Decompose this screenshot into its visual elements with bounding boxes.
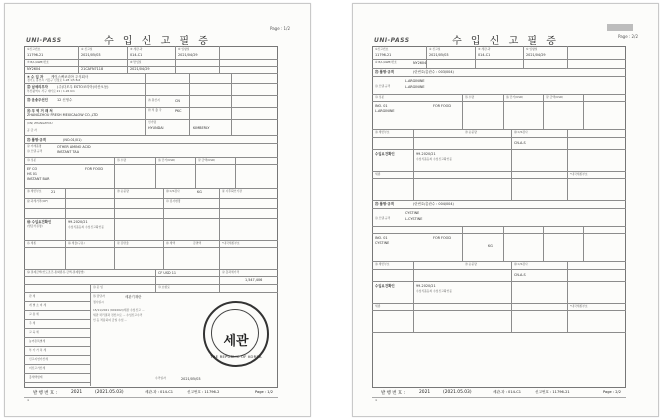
- item3-internal-tax: *내국세종부호: [570, 172, 588, 176]
- page-indicator: Page : 1/2: [269, 26, 290, 31]
- net-weight-label: ㊴ 순중량: [117, 189, 129, 193]
- footer-page: Page : 2/2: [603, 390, 621, 394]
- item3-tax-label: 세종: [375, 172, 381, 176]
- arrival-date: 2021/04/29: [526, 53, 546, 57]
- hs-no: 21: [51, 190, 56, 194]
- trade-name-label: ㉜ 거래품명: [27, 144, 42, 148]
- remarks-line-3: 인 등 적용하여 금일 수입 ...: [93, 318, 128, 322]
- issue-number: 2021: [419, 390, 431, 395]
- tax-summary-row-label: 부 가 가 치 세: [29, 348, 47, 352]
- customs-code: 014-C1: [130, 53, 143, 57]
- weight-unit: KG: [197, 190, 202, 194]
- amount-label: ㊲ 금액(USD): [198, 158, 216, 162]
- requirement-value: 99-2020/21: [68, 220, 88, 224]
- item3-amount-label: ㊲ 금액(USD): [546, 95, 564, 99]
- hs-code-2: HS 01: [27, 172, 38, 176]
- issue-date: (2021.05.03): [95, 390, 124, 395]
- qty-label: ㉟ 수량: [117, 158, 127, 162]
- declaration-date-label: ② 신고일: [81, 47, 93, 51]
- item4-net-weight-label: ㊴ 순중량: [465, 262, 477, 266]
- tax-summary-row-label: 주 세: [29, 321, 36, 325]
- seal-korean-text: 세관: [223, 334, 249, 349]
- cargo-date-label: ⑧ 반입일: [130, 60, 142, 64]
- item4-internal-tax: *내국세종부호: [570, 304, 588, 308]
- unipass-logo: UNI-PASS: [374, 37, 410, 44]
- tax-summary-row-divider: [24, 319, 90, 320]
- remarks-label: 세관기재란: [125, 295, 142, 299]
- item4-use: FOR FOOD: [433, 236, 451, 240]
- declaration-date: 2021/05/03: [429, 53, 449, 57]
- issue-date: (2021.05.03): [443, 390, 472, 395]
- tax-summary-row-divider: [24, 301, 90, 302]
- item-use: FOR FOOD: [85, 167, 103, 171]
- item4-requirement-doc: 수입식품등의 수입신고확인증: [416, 289, 453, 293]
- tax-summary-row-divider: [24, 337, 90, 338]
- item4-requirement-label: 수입요건확인: [375, 284, 395, 288]
- origin: CN: [175, 99, 180, 103]
- customs-label: ③ 세관.과: [478, 47, 491, 51]
- tax-summary-row-label: 농어촌특별세: [29, 339, 46, 343]
- total-taxable-label: ㉜ 총과세가격: [222, 270, 240, 274]
- issue-number-label: 발 행 번 호 :: [381, 391, 406, 396]
- forwarder: 12 신영수: [57, 98, 73, 102]
- customs-declaration-page-2: [352, 3, 659, 417]
- export-port: PKC: [175, 109, 182, 113]
- bl-no-label: ⑦ B/L(AWB)번호: [27, 60, 49, 64]
- customs-code: 014-C1: [478, 53, 491, 57]
- manage-no: 21CAFN7118: [81, 67, 104, 71]
- item3-name-label: ㉛ 품명·규격: [375, 70, 394, 74]
- insurance-label: ㉞ 보험료: [158, 285, 170, 289]
- hs-no-label: ㊳ 세번부호: [27, 189, 42, 193]
- customs-seal-stamp: [203, 301, 269, 367]
- item4-name-label: ㉛ 품명·규격: [375, 202, 394, 206]
- cs-check-label: ㊵ C/S검사: [166, 189, 180, 193]
- customs-value-label: ㊷ 과세가격(CIF): [27, 199, 49, 203]
- unipass-logo: UNI-PASS: [26, 37, 62, 44]
- tax-rate-label: ㊻ 세율(구분): [68, 241, 85, 245]
- item3-cs-label: ㊵ C/S검사: [514, 130, 528, 134]
- ingredient-label: ㉞ 성분: [27, 158, 37, 162]
- bl-no: NY2604: [413, 61, 427, 65]
- item4-model-label: ㉝ 모델·규격: [375, 216, 391, 220]
- customs-declaration-page-1: [4, 3, 311, 417]
- tax-owner: (주)다모우 ESTO코리아(마산오동): [57, 85, 109, 89]
- item3-hs-no-label: ㊳ 세번부호: [375, 130, 390, 134]
- item3-requirement-doc: 수입식품등의 수입신고확인증: [416, 157, 453, 161]
- footer-customs-code: 세관.과 : 014-C1: [493, 390, 522, 394]
- remarks-line-2: 세관 처리결과 전산으로 ... 수입신고수리: [93, 313, 143, 317]
- page-indicator: Page : 2/2: [617, 34, 638, 39]
- declaration-date: 2021/05/03: [81, 53, 101, 57]
- tax-amount-label: ㊽ 세액: [166, 241, 176, 245]
- requirement-doc: 수입식품등의 수입신고확인증: [68, 225, 105, 229]
- requirement-label: ㊹ 수입요건확인: [27, 220, 52, 224]
- item3-seq: (란번호/총란수 : 003/004): [413, 70, 454, 74]
- freight-label: ㉝ 운 임: [93, 285, 103, 289]
- model-label: ㉝ 모델·규격: [27, 149, 43, 153]
- tax-summary-row-label: 관 세: [29, 294, 36, 298]
- redaction-block: [607, 24, 633, 31]
- item3-unit-price-label: ㊱ 단가(USD): [506, 95, 524, 99]
- carrier: KIMBERLY: [193, 126, 210, 130]
- bl-no-label: ④ B/L(AWB)번호: [375, 60, 397, 64]
- remarks-line-1: 15/11/2021 (601002)/세관 수입신고 ...: [93, 308, 145, 312]
- arrival-date: 2021/04/29: [178, 53, 198, 57]
- reduced-amount-label: 감면액: [193, 241, 202, 245]
- vessel-label: 선기명: [148, 120, 157, 124]
- item4-cs-label: ㊵ C/S검사: [514, 262, 528, 266]
- item-name-label: ㉛ 품명·규격: [27, 138, 46, 142]
- item3-trade-name: L-ARGININE: [405, 79, 425, 83]
- item3-use: FOR FOOD: [433, 104, 451, 108]
- seal-english-text: THE REPUBLIC OF KOREA: [210, 355, 262, 359]
- post-check-label: ㊶ 사후확인기관: [222, 189, 242, 193]
- footer-declaration-no: 신고번호 : 11796-2: [187, 390, 220, 394]
- tax-summary-row-divider: [24, 364, 90, 365]
- item4-country: CN-A-S: [514, 273, 526, 277]
- footer-declaration-no: 신고번호 : 11796-21: [535, 390, 570, 394]
- bl-no: NY2604: [27, 67, 41, 71]
- footer-customs-code: 세관.과 : 014-C1: [145, 390, 174, 394]
- arrival-date-label: ⑤ 입항일: [526, 47, 538, 51]
- tax-summary-row-divider: [24, 355, 90, 356]
- item4-code: INO. 01: [375, 236, 388, 240]
- item3-qty-label: ㉟ 수량: [465, 95, 475, 99]
- tax-summary-row-divider: [24, 310, 90, 311]
- item-note: INSTANT BAR: [27, 177, 50, 181]
- item4-trade-name: CYSTINE: [405, 211, 420, 215]
- cargo-date: 2021/04/29: [130, 67, 150, 71]
- footer-notice: ※: [375, 398, 378, 402]
- item3-net-weight-label: ㊴ 순중량: [465, 130, 477, 134]
- tax-summary-row-label: 교 통 세: [29, 312, 39, 316]
- vessel: HYUNDAI: [148, 126, 164, 130]
- footer-notice: ※: [27, 398, 30, 402]
- footer-page: Page : 1/2: [255, 390, 273, 394]
- forwarder-label: ⑬ 운송주선인: [27, 98, 48, 102]
- customs-label: ③ 세관.과: [130, 47, 143, 51]
- item3-code-2: L-ARGININE: [375, 109, 395, 113]
- tax-summary-row-divider: [24, 328, 90, 329]
- item4-code-2: CYSTINE: [375, 241, 390, 245]
- importer-label: ⑨ 수 입 자: [27, 75, 44, 79]
- reduction-rate-label: ㊼ 감면율: [117, 241, 129, 245]
- tax-summary-row-divider: [24, 346, 90, 347]
- tax-summary-row-label: 개 별 소 비 세: [29, 303, 47, 307]
- declaration-no-label: ①신고번호: [27, 47, 41, 51]
- item3-requirement-label: 수입요건확인: [375, 152, 395, 156]
- tax-owner-label: ⑫ 납세의무자: [27, 85, 48, 89]
- tax-type-label: ㊺ 세종: [27, 241, 37, 245]
- model-value: INSTANT TAA: [57, 150, 80, 154]
- accepted-date: 2021/05/03: [181, 377, 201, 381]
- item4-tax-label: 세종: [375, 304, 381, 308]
- issue-number: 2021: [71, 390, 83, 395]
- declaration-no: 11796-21: [27, 53, 44, 57]
- item3-code: INO. 01: [375, 104, 388, 108]
- item4-requirement-value: 99-2020/21: [416, 284, 436, 288]
- accepted-label: 수리일자: [155, 376, 166, 380]
- declaration-no: 11796-21: [375, 53, 392, 57]
- item-seq: (NO.01/01): [63, 138, 82, 142]
- supplier-label: 공 급 자: [27, 128, 37, 132]
- tax-summary-row-label: 미신고가산세: [29, 366, 46, 370]
- item4-seq: (란번호/총란수 : 004/004): [413, 202, 454, 206]
- importer-name: 케이스팩코리아 주식회사: [51, 75, 89, 79]
- declaration-date-label: ② 신고일: [429, 47, 441, 51]
- item4-trade-name-2: L-CYSTINE: [405, 217, 423, 221]
- export-port-label: ⑲ 적 출 국: [148, 108, 162, 112]
- payment-label: ㊿ 결제금액(인도조건-통화종류-금액-결제방법): [27, 270, 85, 274]
- arrival-date-label: ⑥ 입항일: [178, 47, 190, 51]
- tax-summary-row-label: 신고지연가산세: [29, 357, 48, 361]
- document-title: 수 입 신 고 필 증: [104, 36, 211, 47]
- hs-code: EF CO: [27, 167, 38, 171]
- item3-model-label: ㉝ 모델·규격: [375, 84, 391, 88]
- origin-label: ㉘ 원산지: [148, 98, 160, 102]
- importer-address: 경기도 용인시 기흥구 신정로 1-28 1/5 B-6: [27, 78, 81, 82]
- total-taxable: 1,547,406: [245, 278, 263, 282]
- unit-price-label: ㊱ 단가(USD): [158, 158, 176, 162]
- tax-summary-row-divider: [24, 373, 90, 374]
- item4-hs-no-label: ㊳ 세번부호: [375, 262, 390, 266]
- declaration-no-label: ①신고번호: [375, 47, 389, 51]
- item3-country: CN-A-S: [514, 141, 526, 145]
- document-title: 수 입 신 고 필 증: [452, 36, 559, 47]
- tax-summary-row-label: 총세액합계: [29, 375, 43, 379]
- exam-change-label: ㊸ 검사변경: [166, 199, 181, 203]
- item3-ingredient-label: ㉞ 성분: [375, 95, 385, 99]
- trade-partner: ZHANGZHOU FRESH MEXICALOW CO.,LTD: [27, 113, 98, 117]
- received-label: 접수일시: [93, 300, 104, 304]
- tax-summary-row-label: 교 육 세: [29, 330, 39, 334]
- trade-partner-label: ⑮ 무 역 거 래 처: [27, 109, 53, 113]
- officer-label: ㉟ 담당자: [93, 294, 105, 298]
- payment-value: CF USD 11: [158, 271, 177, 275]
- item3-requirement-value: 99-2020/21: [416, 152, 436, 156]
- tax-summary-row-divider: [24, 382, 90, 383]
- tax-owner-address: 부산광역시 서구 대티로 21 / 1-26 Km: [27, 89, 75, 93]
- trade-name: OTHER AMINO ACID: [57, 145, 91, 149]
- issue-number-label: 발 행 번 호 :: [33, 391, 58, 396]
- internal-tax-label: *내국세종부호: [222, 241, 240, 245]
- trade-partner-city: (CN) ZHANGZHOU: [27, 121, 53, 125]
- item3-trade-name-2: L-ARGININE: [405, 85, 425, 89]
- requirement-sub: (발급서류명): [27, 224, 43, 228]
- item4-unit: KG: [488, 244, 493, 248]
